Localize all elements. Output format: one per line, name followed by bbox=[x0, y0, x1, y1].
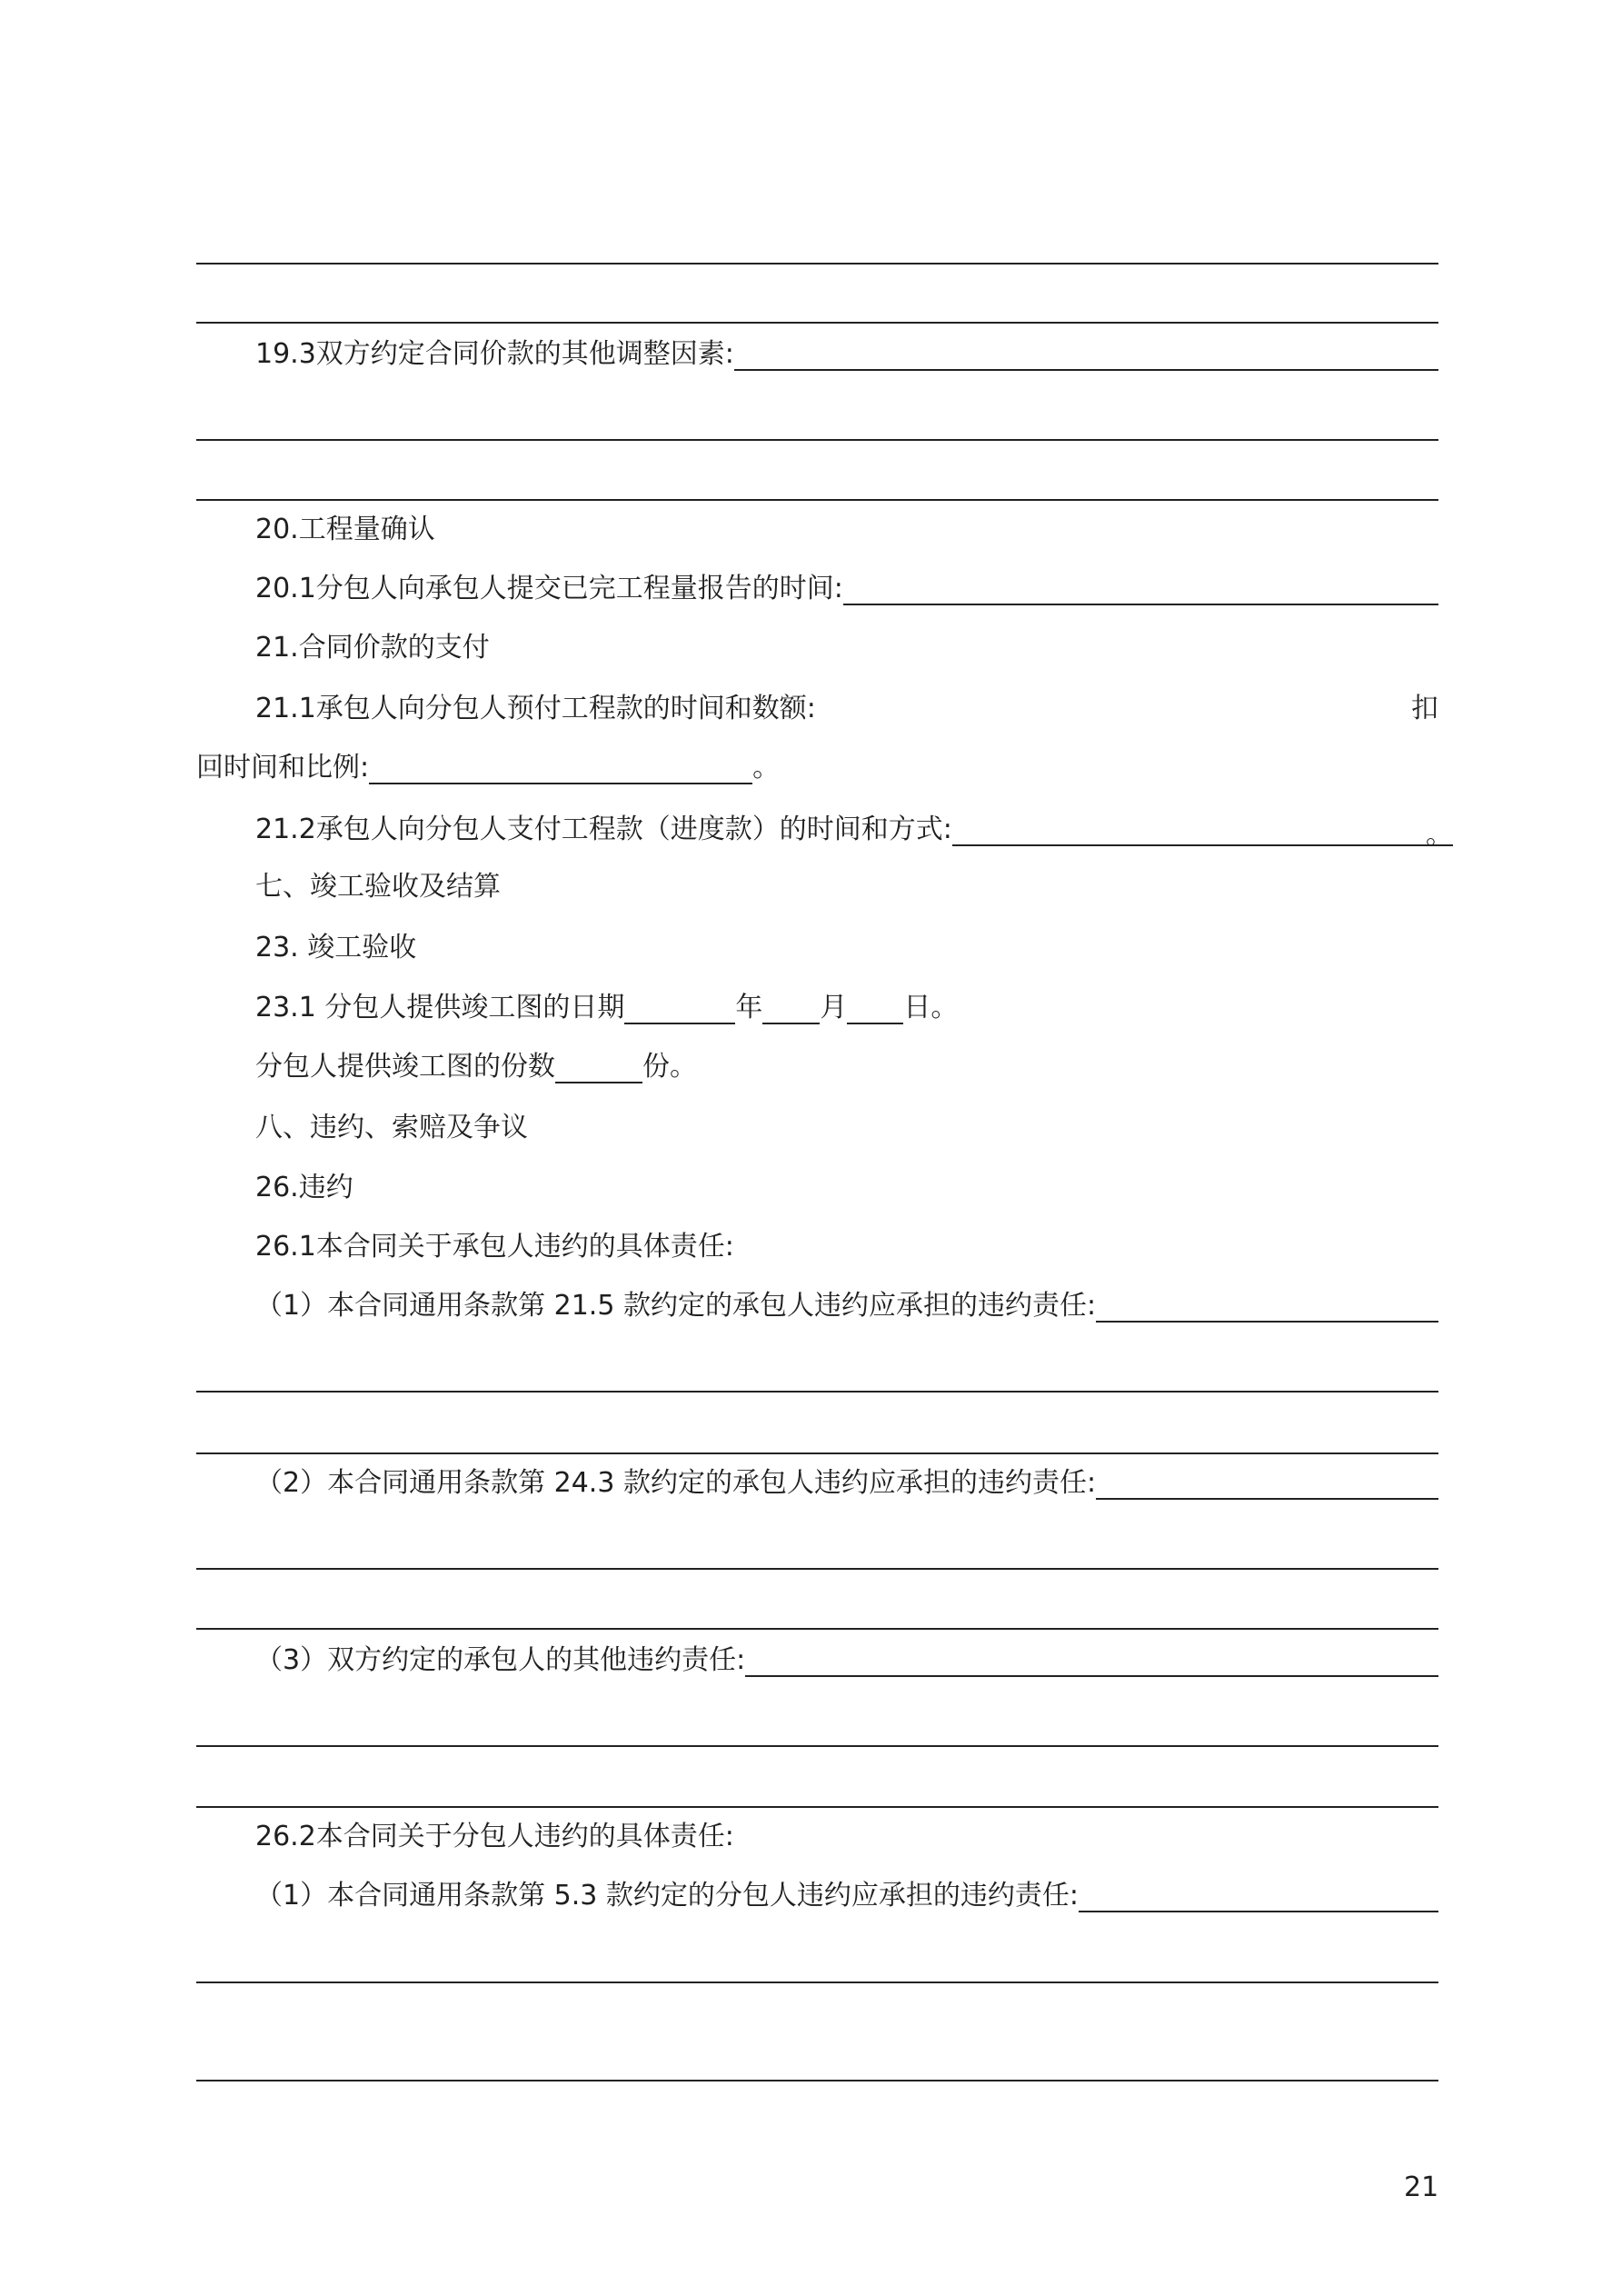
year-blank[interactable] bbox=[624, 995, 735, 1024]
heading-23 bbox=[255, 930, 1438, 966]
year-label: 年 bbox=[735, 992, 763, 1023]
clause-19-3 bbox=[255, 336, 1438, 373]
fill-blank[interactable] bbox=[745, 1648, 1438, 1677]
clause-text: （1）本合同通用条款第 5.3 款约定的分包人违约应承担的违约责任: bbox=[255, 1880, 1079, 1912]
blank-line bbox=[196, 2080, 1438, 2081]
clause-21-2 bbox=[255, 812, 1453, 851]
heading-20 bbox=[255, 512, 1438, 548]
heading-text: 23. 竣工验收 bbox=[255, 932, 417, 963]
clause-text: 分包人提供竣工图的份数 bbox=[255, 1051, 555, 1083]
section-title: 八、违约、索赔及争议 bbox=[255, 1112, 528, 1143]
fill-blank[interactable] bbox=[734, 342, 1438, 371]
clause-text: 19.3双方约定合同价款的其他调整因素: bbox=[255, 338, 734, 370]
clause-20-1 bbox=[255, 571, 1438, 607]
clause-21-1 bbox=[255, 691, 1438, 727]
blank-line bbox=[196, 1628, 1438, 1630]
heading-text: 21.合同价款的支付 bbox=[255, 632, 490, 664]
copies-line bbox=[255, 1049, 1438, 1085]
copies-unit: 份。 bbox=[642, 1051, 697, 1083]
fill-blank[interactable] bbox=[843, 576, 1438, 605]
clause-text: （3）双方约定的承包人的其他违约责任: bbox=[255, 1644, 746, 1676]
blank-line bbox=[196, 1806, 1438, 1808]
blank-line bbox=[196, 1452, 1438, 1454]
blank-line bbox=[196, 263, 1438, 265]
clause-26-2 bbox=[255, 1819, 1438, 1855]
clause-text: 20.1分包人向承包人提交已完工程量报告的时间: bbox=[255, 573, 843, 604]
blank-line bbox=[196, 1745, 1438, 1747]
clause-text: 21.1承包人向分包人预付工程款的时间和数额: bbox=[255, 693, 816, 724]
clause-23-1 bbox=[255, 990, 1438, 1026]
fill-blank[interactable] bbox=[369, 755, 752, 784]
blank-line bbox=[196, 322, 1438, 324]
clause-26-1 bbox=[255, 1229, 1438, 1265]
blank-line bbox=[196, 499, 1438, 501]
section-7 bbox=[255, 869, 1438, 905]
section-title: 七、竣工验收及结算 bbox=[255, 871, 501, 903]
month-blank[interactable] bbox=[762, 995, 820, 1024]
clause-text: 21.2承包人向分包人支付工程款（进度款）的时间和方式: bbox=[255, 814, 952, 845]
clause-21-1-cont bbox=[196, 750, 1438, 786]
clause-26-2-1 bbox=[255, 1878, 1438, 1914]
blank-line bbox=[196, 439, 1438, 441]
month-label: 月 bbox=[820, 992, 848, 1023]
heading-text: 20.工程量确认 bbox=[255, 514, 435, 545]
clause-text: 26.2本合同关于分包人违约的具体责任: bbox=[255, 1821, 734, 1852]
period: 。 bbox=[1426, 819, 1453, 851]
blank-line bbox=[196, 1568, 1438, 1570]
fill-blank[interactable] bbox=[1079, 1883, 1438, 1912]
clause-26-1-2 bbox=[255, 1465, 1438, 1502]
blank-line bbox=[196, 1391, 1438, 1393]
fill-blank[interactable] bbox=[1096, 1293, 1438, 1323]
heading-text: 26.违约 bbox=[255, 1172, 353, 1203]
clause-text: 回时间和比例: bbox=[196, 752, 370, 784]
blank-line bbox=[196, 1982, 1438, 1983]
period: 。 bbox=[752, 752, 781, 784]
heading-26 bbox=[255, 1170, 1438, 1206]
section-8 bbox=[255, 1110, 1438, 1146]
copies-blank[interactable] bbox=[555, 1054, 642, 1083]
clause-text: （2）本合同通用条款第 24.3 款约定的承包人违约应承担的违约责任: bbox=[255, 1467, 1097, 1499]
clause-26-1-3 bbox=[255, 1642, 1438, 1679]
page-number: 21 bbox=[1404, 2171, 1439, 2203]
clause-text: 23.1 分包人提供竣工图的日期 bbox=[255, 992, 625, 1023]
clause-text: 26.1本合同关于承包人违约的具体责任: bbox=[255, 1231, 734, 1263]
clause-26-1-1 bbox=[255, 1288, 1438, 1324]
clause-text-tail: 扣 bbox=[1411, 693, 1438, 724]
fill-blank[interactable] bbox=[1096, 1471, 1438, 1500]
clause-text: （1）本合同通用条款第 21.5 款约定的承包人违约应承担的违约责任: bbox=[255, 1290, 1097, 1322]
fill-blank[interactable] bbox=[952, 817, 1453, 851]
heading-21 bbox=[255, 630, 1438, 666]
day-label: 日。 bbox=[903, 992, 959, 1023]
day-blank[interactable] bbox=[847, 995, 903, 1024]
